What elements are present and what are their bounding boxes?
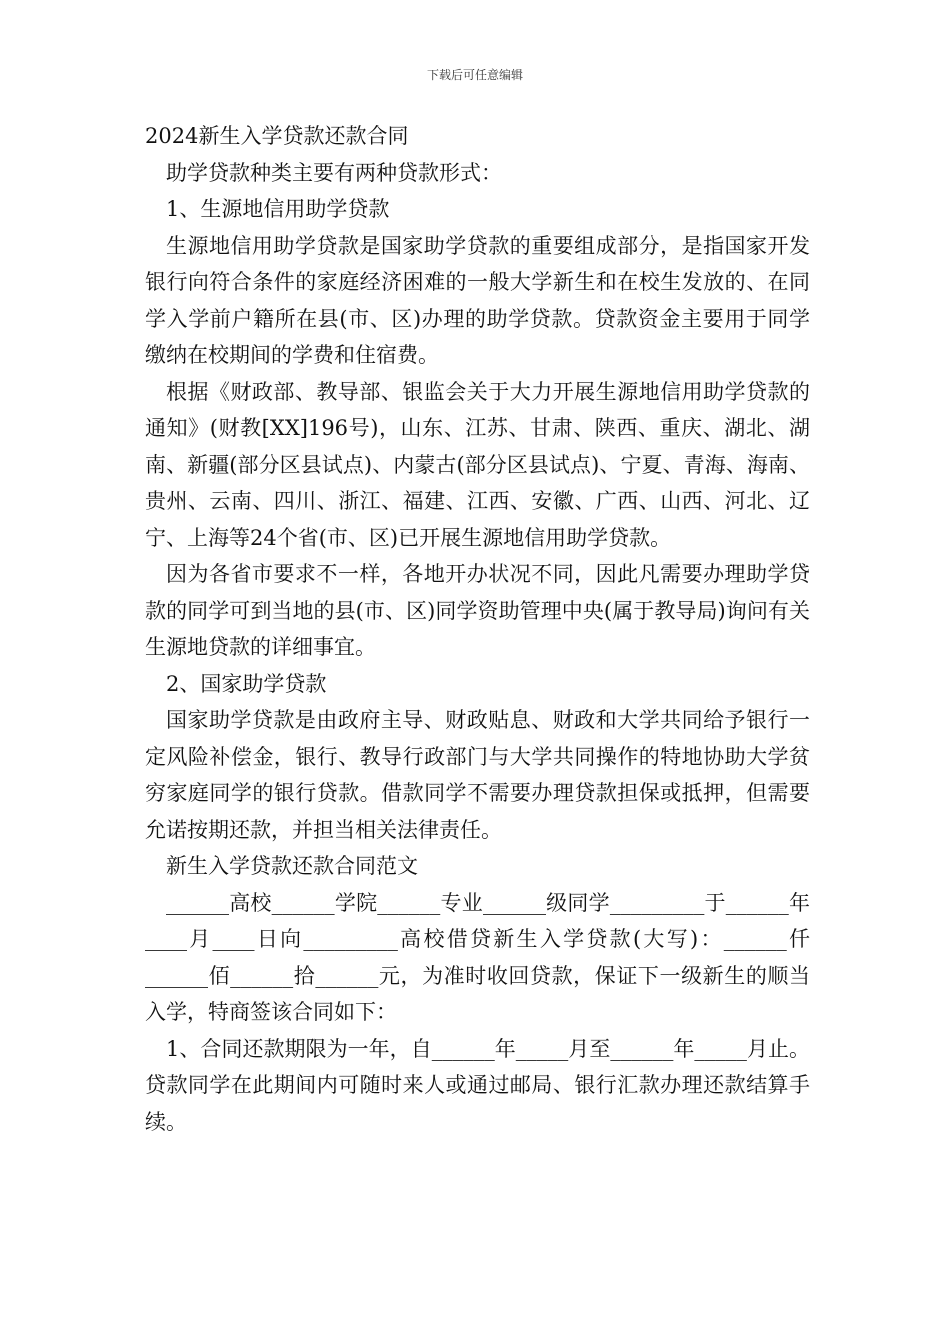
section-heading-1: 1、生源地信用助学贷款 bbox=[166, 197, 390, 221]
document-body bbox=[145, 118, 810, 1140]
paragraph-intro: 助学贷款种类主要有两种贷款形式： bbox=[166, 160, 502, 185]
section-heading-2: 2、国家助学贷款 bbox=[166, 671, 327, 696]
document-title: 2024新生入学贷款还款合同 bbox=[145, 124, 409, 148]
paragraph-national-loan: 国家助学贷款是由政府主导、财政贴息、财政和大学共同给予银行一定风险补偿金，银行、教导行政部门与大学共同操作的特地协助大学贫穷家庭同学的银行贷款。借款同学不需要办理贷款担保或抵押，但需要允诺按期还款，并担当相关法律责任。 bbox=[145, 708, 810, 842]
paragraph-inquiry: 因为各省市要求不一样，各地开办状况不同，因此凡需要办理助学贷款的同学可到当地的县(市、区)同学资助管理中央(属于教导局)询问有关生源地贷款的详细事宜。 bbox=[145, 562, 810, 659]
paragraph-policy-basis: 根据《财政部、教导部、银监会关于大力开展生源地信用助学贷款的通知》(财教[XX]196号)，山东、江苏、甘肃、陕西、重庆、湖北、湖南、新疆(部分区县试点)、内蒙古(部分区县试点)、宁夏、青海、海南、贵州、云南、四川、浙江、福建、江西、安徽、广西、山西、河北、辽宁、上海等24个省(市、区)已开展生源地信用助学贷款。 bbox=[145, 379, 810, 550]
paragraph-clause-1: 1、合同还款期限为一年，自______年_____月至______年_____月止。贷款同学在此期间内可随时来人或通过邮局、银行汇款办理还款结算手续。 bbox=[145, 1036, 810, 1134]
section-heading-template: 新生入学贷款还款合同范文 bbox=[166, 854, 418, 878]
page-header: 下载后可任意编辑 bbox=[426, 68, 523, 82]
paragraph-contract-parties: ______高校______学院______专业______级同学_________于______年____月____日向_________高校借贷新生入学贷款(大写)：______仟______佰______拾______元，为准时收回贷款，保证下一级新生的顺当入学，特商签该合同如下： bbox=[145, 890, 810, 1024]
paragraph-local-loan: 生源地信用助学贷款是国家助学贷款的重要组成部分，是指国家开发银行向符合条件的家庭经济困难的一般大学新生和在校生发放的、在同学入学前户籍所在县(市、区)办理的助学贷款。贷款资金主要用于同学缴纳在校期间的学费和住宿费。 bbox=[145, 233, 810, 367]
